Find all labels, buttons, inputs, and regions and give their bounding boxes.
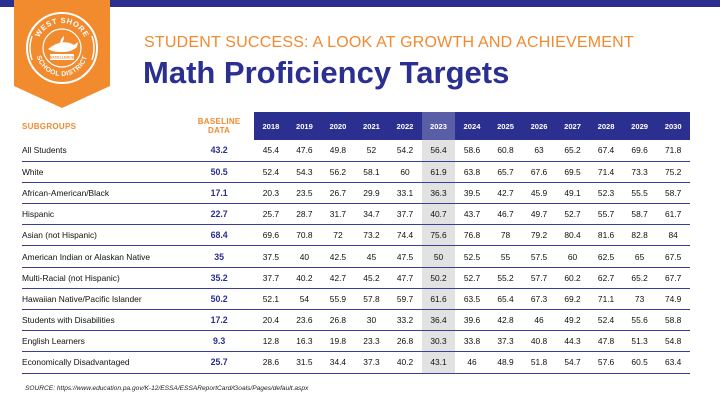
header-baseline-line1: BASELINE <box>197 117 241 126</box>
header-year-2022: 2022 <box>388 112 422 140</box>
target-value: 33.8 <box>455 331 489 352</box>
target-value: 26.7 <box>321 182 355 203</box>
table-body <box>22 140 690 373</box>
target-value: 12.8 <box>254 331 288 352</box>
target-value: 42.7 <box>489 182 523 203</box>
target-value: 42.8 <box>489 310 523 331</box>
target-value: 62.7 <box>589 267 623 288</box>
target-value: 25.7 <box>254 204 288 225</box>
target-value: 52 <box>355 140 389 161</box>
target-value: 70.8 <box>288 225 322 246</box>
target-value: 60.8 <box>489 140 523 161</box>
header-year-2018: 2018 <box>254 112 288 140</box>
target-value: 54.8 <box>656 331 690 352</box>
subgroup-name: Hawaiian Native/Pacific Islander <box>22 288 184 309</box>
target-value: 63.4 <box>656 352 690 373</box>
target-value: 74.9 <box>656 288 690 309</box>
header-year-2025: 2025 <box>489 112 523 140</box>
target-value: 40.8 <box>522 331 556 352</box>
target-value: 71.4 <box>589 161 623 182</box>
baseline-value: 50.2 <box>184 288 254 309</box>
target-value: 49.1 <box>556 182 590 203</box>
baseline-value: 22.7 <box>184 204 254 225</box>
target-value: 61.9 <box>422 161 456 182</box>
target-value: 63.8 <box>455 161 489 182</box>
target-value: 58.7 <box>656 182 690 203</box>
target-value: 26.8 <box>388 331 422 352</box>
header-year-2029: 2029 <box>623 112 657 140</box>
header-year-2030: 2030 <box>656 112 690 140</box>
target-value: 28.7 <box>288 204 322 225</box>
target-value: 51.3 <box>623 331 657 352</box>
target-value: 55.2 <box>489 267 523 288</box>
target-value: 45 <box>355 246 389 267</box>
header-year-2023: 2023 <box>422 112 456 140</box>
target-value: 33.1 <box>388 182 422 203</box>
subgroup-name: Asian (not Hispanic) <box>22 225 184 246</box>
target-value: 78 <box>489 225 523 246</box>
target-value: 54.2 <box>388 140 422 161</box>
target-value: 45.2 <box>355 267 389 288</box>
target-value: 30.3 <box>422 331 456 352</box>
target-value: 67.7 <box>656 267 690 288</box>
table-row <box>22 246 690 267</box>
target-value: 47.6 <box>288 140 322 161</box>
target-value: 48.9 <box>489 352 523 373</box>
target-value: 71.8 <box>656 140 690 161</box>
target-value: 80.4 <box>556 225 590 246</box>
target-value: 55.6 <box>623 310 657 331</box>
table-row <box>22 182 690 203</box>
header-year-2021: 2021 <box>355 112 389 140</box>
target-value: 37.3 <box>489 331 523 352</box>
target-value: 23.6 <box>288 310 322 331</box>
target-value: 36.3 <box>422 182 456 203</box>
source-citation: SOURCE: https://www.education.pa.gov/K-12/ESSA/ESSAReportCard/Goals/Pages/default.aspx <box>25 385 309 392</box>
target-value: 45.4 <box>254 140 288 161</box>
header-year-2019: 2019 <box>288 112 322 140</box>
target-value: 60.5 <box>623 352 657 373</box>
baseline-value: 17.1 <box>184 182 254 203</box>
header-year-2028: 2028 <box>589 112 623 140</box>
target-value: 57.8 <box>355 288 389 309</box>
header-year-2027: 2027 <box>556 112 590 140</box>
target-value: 26.8 <box>321 310 355 331</box>
target-value: 84 <box>656 225 690 246</box>
target-value: 37.7 <box>388 204 422 225</box>
target-value: 34.7 <box>355 204 389 225</box>
target-value: 58.8 <box>656 310 690 331</box>
header-baseline <box>184 112 254 140</box>
page-subtitle: STUDENT SUCCESS: A LOOK AT GROWTH AND ACHIEVEMENT <box>144 34 634 51</box>
target-value: 44.3 <box>556 331 590 352</box>
subgroup-name: All Students <box>22 140 184 161</box>
target-value: 75.2 <box>656 161 690 182</box>
target-value: 79.2 <box>522 225 556 246</box>
target-value: 55.7 <box>589 204 623 225</box>
target-value: 58.6 <box>455 140 489 161</box>
table-row <box>22 288 690 309</box>
target-value: 20.4 <box>254 310 288 331</box>
baseline-value: 9.3 <box>184 331 254 352</box>
target-value: 51.8 <box>522 352 556 373</box>
baseline-value: 68.4 <box>184 225 254 246</box>
target-value: 36.4 <box>422 310 456 331</box>
district-seal-icon <box>14 0 110 108</box>
target-value: 73 <box>623 288 657 309</box>
proficiency-targets-table <box>22 112 690 374</box>
target-value: 61.6 <box>422 288 456 309</box>
logo-bottom-text: SCHOOL DISTRICT <box>34 54 90 79</box>
target-value: 61.7 <box>656 204 690 225</box>
target-value: 37.5 <box>254 246 288 267</box>
subgroup-name: Hispanic <box>22 204 184 225</box>
target-value: 75.6 <box>422 225 456 246</box>
target-value: 73.2 <box>355 225 389 246</box>
target-value: 65.2 <box>623 267 657 288</box>
target-value: 28.6 <box>254 352 288 373</box>
target-value: 65.4 <box>489 288 523 309</box>
header-baseline-line2: DATA <box>208 126 231 135</box>
target-value: 52.4 <box>254 161 288 182</box>
target-value: 74.4 <box>388 225 422 246</box>
target-value: 40.7 <box>422 204 456 225</box>
target-value: 46 <box>522 310 556 331</box>
target-value: 23.5 <box>288 182 322 203</box>
target-value: 67.3 <box>522 288 556 309</box>
target-value: 52.7 <box>556 204 590 225</box>
target-value: 54 <box>288 288 322 309</box>
baseline-value: 43.2 <box>184 140 254 161</box>
target-value: 76.8 <box>455 225 489 246</box>
target-value: 52.5 <box>455 246 489 267</box>
target-value: 57.6 <box>589 352 623 373</box>
target-value: 40.2 <box>288 267 322 288</box>
target-value: 69.6 <box>254 225 288 246</box>
subgroup-name: Economically Disadvantaged <box>22 352 184 373</box>
table-row <box>22 225 690 246</box>
target-value: 56.4 <box>422 140 456 161</box>
target-value: 52.4 <box>589 310 623 331</box>
logo-ribbon-text: EXCELLENCE <box>49 55 75 60</box>
subgroup-name: White <box>22 161 184 182</box>
target-value: 60 <box>388 161 422 182</box>
target-value: 65 <box>623 246 657 267</box>
target-value: 69.5 <box>556 161 590 182</box>
target-value: 33.2 <box>388 310 422 331</box>
target-value: 39.5 <box>455 182 489 203</box>
target-value: 54.7 <box>556 352 590 373</box>
target-value: 40 <box>288 246 322 267</box>
target-value: 60 <box>556 246 590 267</box>
baseline-value: 35 <box>184 246 254 267</box>
target-value: 72 <box>321 225 355 246</box>
target-value: 54.3 <box>288 161 322 182</box>
target-value: 31.5 <box>288 352 322 373</box>
target-value: 58.7 <box>623 204 657 225</box>
table-row <box>22 331 690 352</box>
target-value: 56.2 <box>321 161 355 182</box>
target-value: 45.9 <box>522 182 556 203</box>
target-value: 57.5 <box>522 246 556 267</box>
target-value: 65.7 <box>489 161 523 182</box>
target-value: 46.7 <box>489 204 523 225</box>
target-value: 55 <box>489 246 523 267</box>
target-value: 81.6 <box>589 225 623 246</box>
target-value: 37.7 <box>254 267 288 288</box>
target-value: 39.6 <box>455 310 489 331</box>
target-value: 52.1 <box>254 288 288 309</box>
header-year-2026: 2026 <box>522 112 556 140</box>
target-value: 23.3 <box>355 331 389 352</box>
target-value: 73.3 <box>623 161 657 182</box>
target-value: 57.7 <box>522 267 556 288</box>
table-row <box>22 140 690 161</box>
subgroup-name: Students with Disabilities <box>22 310 184 331</box>
subgroup-name: African-American/Black <box>22 182 184 203</box>
table-header-row <box>22 112 690 140</box>
target-value: 62.5 <box>589 246 623 267</box>
subgroup-name: English Learners <box>22 331 184 352</box>
target-value: 49.7 <box>522 204 556 225</box>
header-year-2024: 2024 <box>455 112 489 140</box>
target-value: 67.4 <box>589 140 623 161</box>
target-value: 29.9 <box>355 182 389 203</box>
target-value: 52.7 <box>455 267 489 288</box>
target-value: 58.1 <box>355 161 389 182</box>
target-value: 55.5 <box>623 182 657 203</box>
table-row <box>22 352 690 373</box>
target-value: 67.5 <box>656 246 690 267</box>
target-value: 40.2 <box>388 352 422 373</box>
target-value: 37.3 <box>355 352 389 373</box>
target-value: 63.5 <box>455 288 489 309</box>
target-value: 31.7 <box>321 204 355 225</box>
table-row <box>22 310 690 331</box>
target-value: 16.3 <box>288 331 322 352</box>
target-value: 82.8 <box>623 225 657 246</box>
target-value: 42.5 <box>321 246 355 267</box>
target-value: 42.7 <box>321 267 355 288</box>
target-value: 63 <box>522 140 556 161</box>
district-logo <box>14 0 110 108</box>
target-value: 59.7 <box>388 288 422 309</box>
target-value: 49.2 <box>556 310 590 331</box>
target-value: 47.7 <box>388 267 422 288</box>
target-value: 52.3 <box>589 182 623 203</box>
page-title: Math Proficiency Targets <box>143 55 510 90</box>
target-value: 43.1 <box>422 352 456 373</box>
baseline-value: 35.2 <box>184 267 254 288</box>
target-value: 71.1 <box>589 288 623 309</box>
target-value: 19.8 <box>321 331 355 352</box>
target-value: 47.8 <box>589 331 623 352</box>
header-subgroups: SUBGROUPS <box>22 121 77 131</box>
target-value: 46 <box>455 352 489 373</box>
target-value: 69.6 <box>623 140 657 161</box>
baseline-value: 25.7 <box>184 352 254 373</box>
target-value: 55.9 <box>321 288 355 309</box>
target-value: 67.6 <box>522 161 556 182</box>
target-value: 34.4 <box>321 352 355 373</box>
target-value: 65.2 <box>556 140 590 161</box>
target-value: 20.3 <box>254 182 288 203</box>
baseline-value: 50.5 <box>184 161 254 182</box>
target-value: 47.5 <box>388 246 422 267</box>
logo-top-text: WEST SHORE <box>33 15 92 39</box>
subgroup-name: American Indian or Alaskan Native <box>22 246 184 267</box>
target-value: 69.2 <box>556 288 590 309</box>
table-row <box>22 204 690 225</box>
subgroup-name: Multi-Racial (not Hispanic) <box>22 267 184 288</box>
table-row <box>22 161 690 182</box>
target-value: 30 <box>355 310 389 331</box>
target-value: 43.7 <box>455 204 489 225</box>
target-value: 49.8 <box>321 140 355 161</box>
target-value: 60.2 <box>556 267 590 288</box>
target-value: 50.2 <box>422 267 456 288</box>
baseline-value: 17.2 <box>184 310 254 331</box>
table-row <box>22 267 690 288</box>
header-year-2020: 2020 <box>321 112 355 140</box>
target-value: 50 <box>422 246 456 267</box>
